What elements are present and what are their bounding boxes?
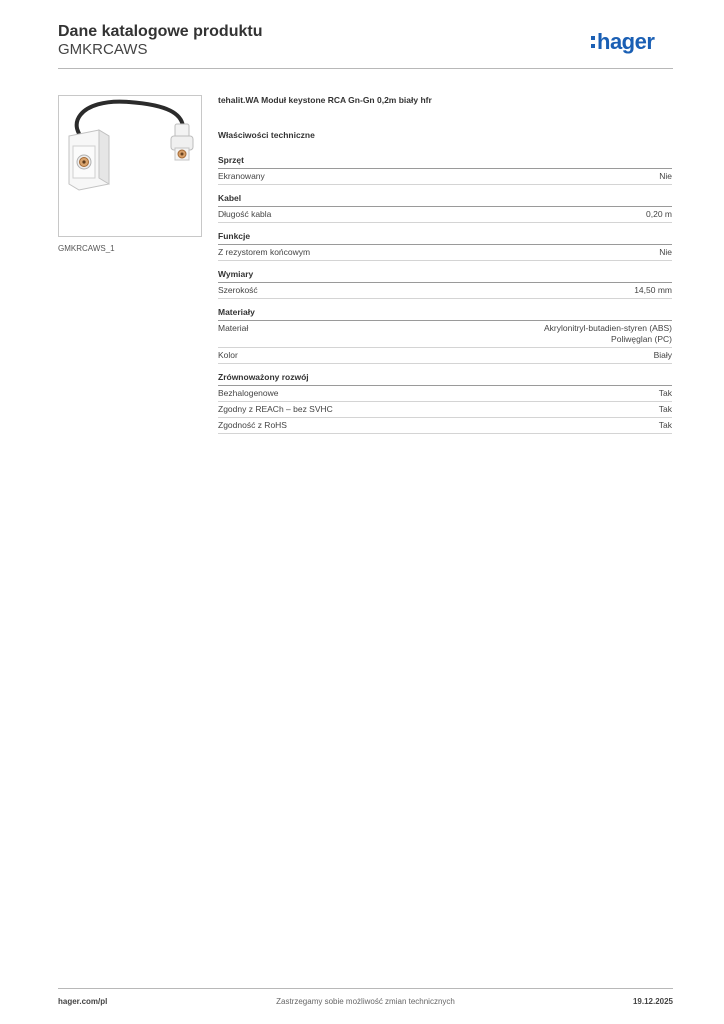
spec-label: Kolor [218,350,238,360]
section-zrownowazony-rozwoj [218,372,672,434]
spec-row [218,283,672,299]
product-name: tehalit.WA Moduł keystone RCA Gn-Gn 0,2m biały hfr [218,95,432,105]
header-divider [58,68,673,69]
hager-logo-icon [591,26,673,56]
spec-value: 0,20 m [646,209,672,219]
spec-value: Tak [658,388,672,398]
spec-row [218,402,672,418]
section-title: Funkcje [218,231,672,245]
section-title: Wymiary [218,269,672,283]
spec-label: Bezhalogenowe [218,388,279,398]
footer-divider [58,988,673,989]
spec-value: Nie [659,171,672,181]
spec-row [218,386,672,402]
spec-value-line: Akrylonitryl-butadien-styren (ABS) [543,323,672,333]
section-title: Sprzęt [218,155,672,169]
product-specs [218,95,672,442]
spec-label: Ekranowany [218,171,265,181]
spec-value: Tak [658,420,672,430]
section-title: Kabel [218,193,672,207]
page-header [58,22,673,59]
spec-value: Biały [653,350,672,360]
spec-row [218,348,672,364]
keystone-rca-module-photo-icon [59,96,201,236]
spec-label: Zgodny z REACh – bez SVHC [218,404,333,414]
svg-text:hager: hager [597,29,655,54]
spec-row [218,245,672,261]
section-materialy [218,307,672,364]
page-title: Dane katalogowe produktu [58,23,263,40]
product-photo [58,95,202,237]
section-wymiary [218,269,672,299]
footer-date: 19.12.2025 [632,997,673,1006]
spec-label: Zgodność z RoHS [218,420,287,430]
spec-value-line: Poliwęglan (PC) [611,334,672,344]
spec-row [218,207,672,223]
spec-value: Tak [658,404,672,414]
spec-row [218,169,672,185]
spec-label: Długość kabla [218,209,272,219]
footer-website-link[interactable]: hager.com/pl [58,997,108,1006]
properties-heading: Właściwości techniczne [218,130,315,140]
photo-caption: GMKRCAWS_1 [58,244,115,253]
section-title: Zrównoważony rozwój [218,372,672,386]
section-sprzet [218,155,672,185]
spec-value [544,323,672,345]
spec-label: Z rezystorem końcowym [218,247,311,257]
spec-value: 14,50 mm [634,285,672,295]
spec-label: Materiał [218,323,249,333]
product-code: GMKRCAWS [58,41,148,58]
section-kabel [218,193,672,223]
footer-disclaimer: Zastrzegamy sobie możliwość zmian technicznych [276,997,455,1006]
spec-row [218,321,672,348]
section-title: Materiały [218,307,672,321]
spec-row [218,418,672,434]
spec-label: Szerokość [218,285,258,295]
section-funkcje [218,231,672,261]
spec-value: Nie [659,247,672,257]
